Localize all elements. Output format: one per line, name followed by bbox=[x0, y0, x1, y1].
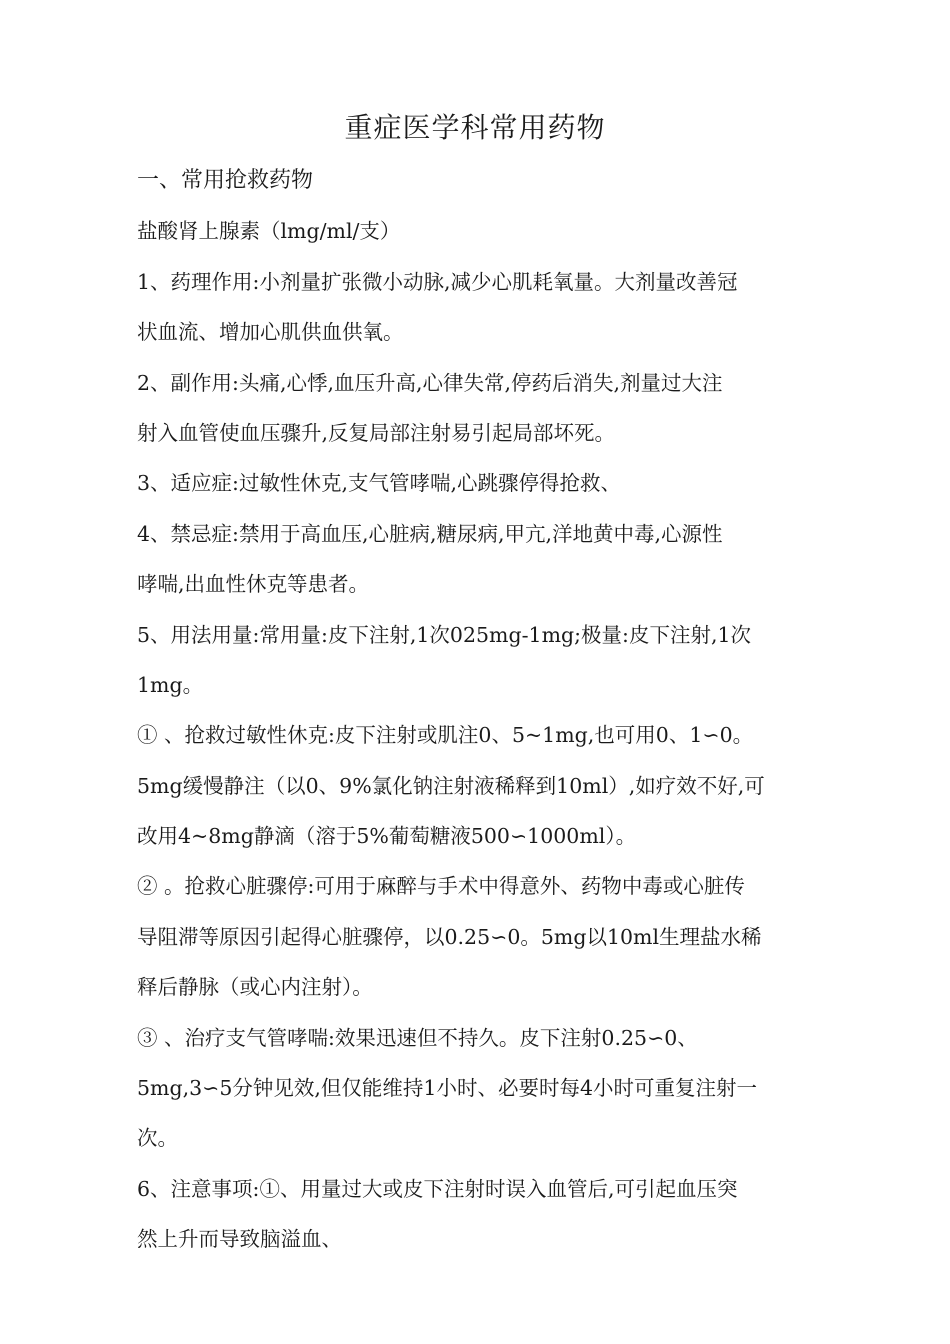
document-title: 重症医学科常用药物 bbox=[344, 111, 606, 144]
text-line: 改用4~8mg静滴（溶于5%葡萄糖液500∽1000ml）。 bbox=[137, 824, 637, 849]
text-line: 4、禁忌症:禁用于高血压,心脏病,糖尿病,甲亢,洋地黄中毒,心源性 bbox=[137, 521, 723, 546]
text-line: ③ 、治疗支气管哮喘:效果迅速但不持久。皮下注射0.25∽0、 bbox=[137, 1025, 698, 1050]
document-body bbox=[137, 156, 827, 1265]
text-line: 1、药理作用:小剂量扩张微小动脉,减少心肌耗氧量。大剂量改善冠 bbox=[137, 269, 738, 294]
text-line: 3、适应症:过敏性休克,支气管哮喘,心跳骤停得抢救、 bbox=[137, 471, 621, 496]
section-heading: 一、常用抢救药物 bbox=[137, 168, 314, 193]
text-line: 5mg,3∽5分钟见效,但仅能维持1小时、必要时每4小时可重复注射一 bbox=[137, 1076, 757, 1101]
text-line: ② 。抢救心脏骤停:可用于麻醉与手术中得意外、药物中毒或心脏传 bbox=[137, 874, 745, 899]
text-line: 1mg。 bbox=[137, 672, 204, 697]
text-line: 6、注意事项:①、用量过大或皮下注射时误入血管后,可引起血压突 bbox=[137, 1176, 738, 1201]
text-line: 导阻滞等原因引起得心脏骤停，以0.25∽0。5mg以10ml生理盐水稀 bbox=[137, 924, 762, 949]
text-line: 射入血管使血压骤升,反复局部注射易引起局部坏死。 bbox=[137, 420, 616, 445]
text-line: 2、副作用:头痛,心悸,血压升高,心律失常,停药后消失,剂量过大注 bbox=[137, 370, 723, 395]
text-line: ① 、抢救过敏性休克:皮下注射或肌注0、5~1mg,也可用0、1∽0。 bbox=[137, 723, 754, 748]
text-line: 次。 bbox=[137, 1126, 178, 1151]
text-line: 然上升而导致脑溢血、 bbox=[137, 1227, 342, 1252]
drug-name: 盐酸肾上腺素（lmg/ml/支） bbox=[137, 219, 401, 244]
text-line: 释后静脉（或心内注射）。 bbox=[137, 975, 373, 1000]
text-line: 5mg缓慢静注（以0、9%氯化钠注射液稀释到10ml）,如疗效不好,可 bbox=[137, 773, 765, 798]
text-line: 状血流、增加心肌供血供氧。 bbox=[137, 320, 404, 345]
text-line: 哮喘,出血性休克等患者。 bbox=[137, 572, 370, 597]
text-line: 5、用法用量:常用量:皮下注射,1次025mg-1mg;极量:皮下注射,1次 bbox=[137, 622, 752, 647]
